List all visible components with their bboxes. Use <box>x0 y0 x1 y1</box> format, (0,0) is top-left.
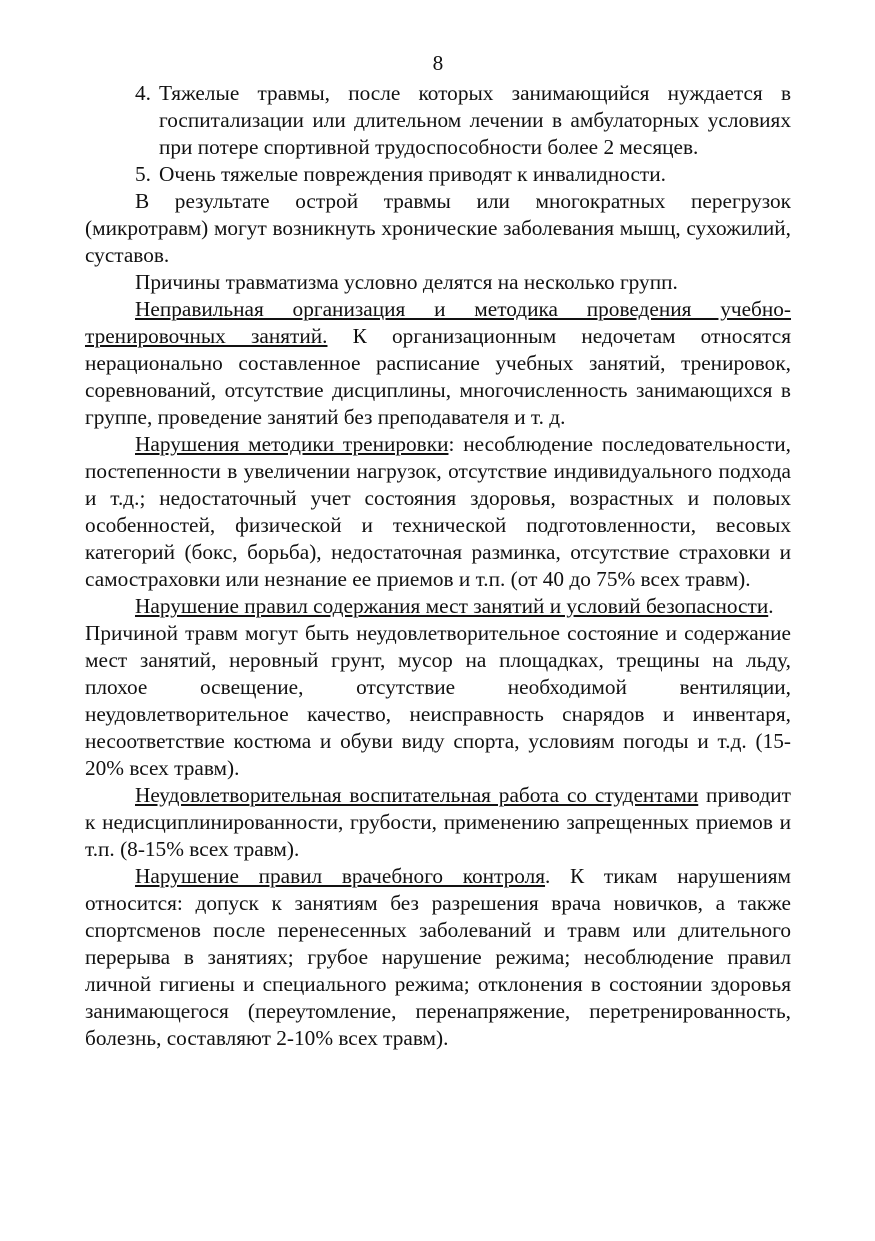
list-item-number: 4. <box>135 81 151 105</box>
paragraph-body: К организационным недочетам относятся нерационально составленное расписание учебных занятий, тренировок, соревнований, отсутствие дисциплины, многочисленность занимающихся в группе, проведение занятий без преподавателя и т. д. <box>85 324 791 429</box>
paragraph-body: . К тикам нарушениям относится: допуск к занятиям без разрешения врача новичков, а также спортсменов после перенесенных заболеваний и травм или длительного перерыва в занятиях; грубое нарушение режима; несоблюдение правил личной гигиены и специального режима; отклонения в состоянии здоровья занимающегося (переутомление, перенапряжение, перетренированность, болезнь, составляют 2-10% всех травм). <box>85 864 791 1050</box>
paragraph-causes-intro: Причины травматизма условно делятся на несколько групп. <box>135 270 678 294</box>
list-item-4 <box>85 80 791 161</box>
list-item-text: Тяжелые травмы, после которых занимающийся нуждается в госпитализации или длительном лечении в амбулаторных условиях при потере спортивной трудоспособности более 2 месяцев. <box>159 81 791 159</box>
document-page <box>85 50 791 1052</box>
paragraph-body: приводит к недисциплинированности, грубости, применению запрещенных приемов и т.п. (8-15% всех травм). <box>85 783 791 861</box>
paragraph-safety-heading <box>85 593 791 620</box>
paragraph-education <box>85 782 791 863</box>
list-item-5 <box>85 161 791 188</box>
list-item-text: Очень тяжелые повреждения приводят к инвалидности. <box>159 162 666 186</box>
page-number: 8 <box>432 51 444 75</box>
paragraph-medical <box>85 863 791 1052</box>
paragraph-heading: Неудовлетворительная воспитательная работа со студентами <box>135 783 699 807</box>
paragraph-chronic: В результате острой травмы или многократных перегрузок (микротравм) могут возникнуть хронические заболевания мышц, сухожилий, суставов. <box>85 189 791 267</box>
paragraph-body: : несоблюдение последовательности, постепенности в увеличении нагрузок, отсутствие индивидуального подхода и т.д.; недостаточный учет состояния здоровья, возрастных и половых особенностей, физической и технической подготовленности, весовых категорий (бокс, борьба), недостаточная разминка, отсутствие страховки и самостраховки или незнание ее приемов и т.п. (от 40 до 75% всех травм). <box>85 432 791 591</box>
paragraph-organization <box>85 296 791 431</box>
paragraph-methodology <box>85 431 791 593</box>
paragraph-heading: Нарушение правил врачебного контроля <box>135 864 546 888</box>
paragraph-heading-tail: . <box>768 594 774 618</box>
paragraph-heading: Нарушение правил содержания мест занятий и условий безопасности <box>135 594 769 618</box>
paragraph-safety-text: Причиной травм могут быть неудовлетворительное состояние и содержание мест занятий, неровный грунт, мусор на площадках, трещины на льду, плохое освещение, отсутствие необходимой вентиляции, неудовлетворительное качество, неисправность снарядов и инвентаря, несоответствие костюма и обуви виду спорта, условиям погоды и т.д. (15-20% всех травм). <box>85 621 791 780</box>
paragraph-heading: Неправильная организация и методика проведения учебно-тренировочных занятий. <box>85 297 791 348</box>
list-item-number: 5. <box>135 162 151 186</box>
paragraph-heading: Нарушения методики тренировки <box>135 432 449 456</box>
